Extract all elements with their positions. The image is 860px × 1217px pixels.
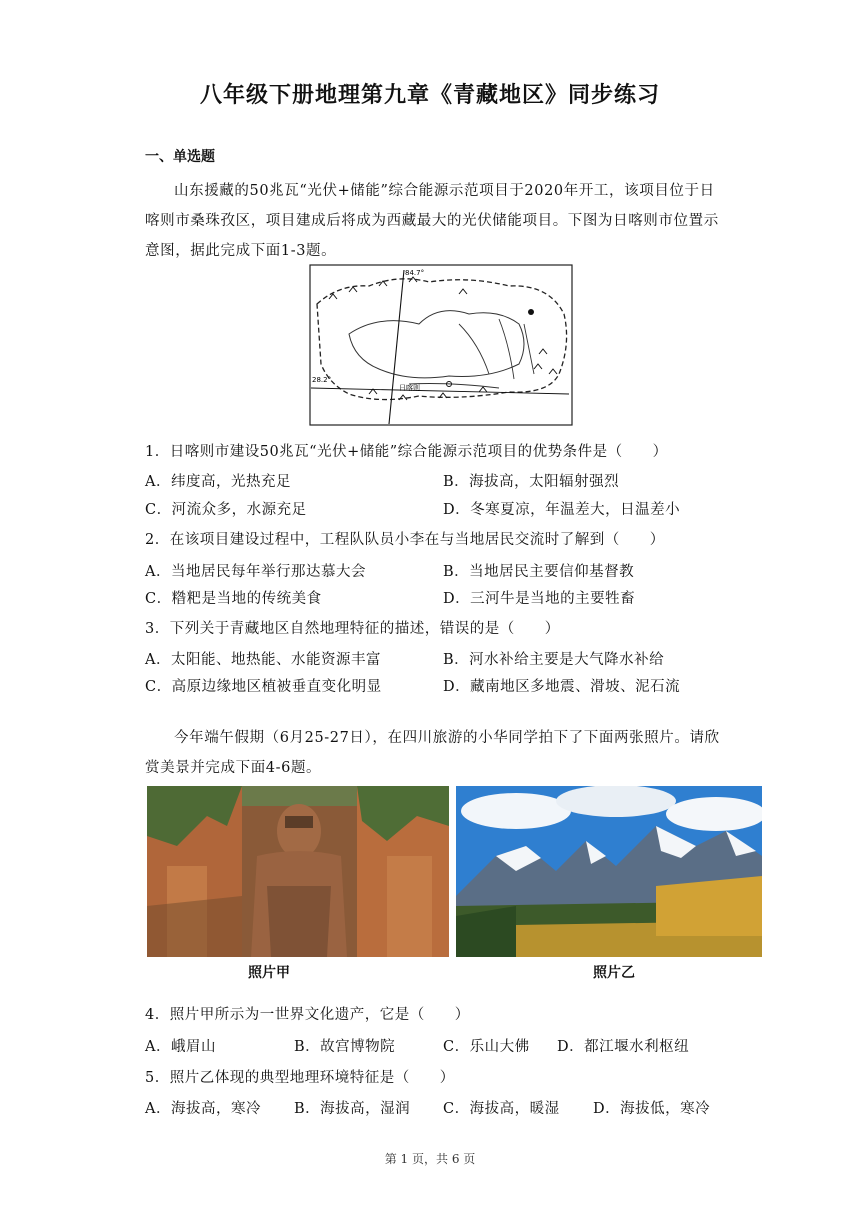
photo-b-caption: 照片乙 [593, 965, 635, 981]
location-map [309, 264, 573, 426]
question-1: 1．日喀则市建设50兆瓦“光伏+储能”综合能源示范项目的优势条件是（ ） [145, 444, 668, 460]
intro-paragraph-2: 今年端午假期（6月25-27日），在四川旅游的小华同学拍下了下面两张照片。请欣赏美景并完成下面4-6题。 [145, 730, 720, 776]
page-title: 八年级下册地理第九章《青藏地区》同步练习 [199, 83, 660, 108]
q3-option-d: D．藏南地区多地震、滑坡、泥石流 [443, 679, 681, 695]
photo-b [456, 786, 762, 957]
question-4: 4．照片甲所示为一世界文化遗产，它是（ ） [145, 1007, 470, 1023]
latitude-label: 28.2° [312, 376, 332, 384]
q5-option-a: A．海拔高，寒冷 [145, 1101, 261, 1117]
q5-option-b: B．海拔高，湿润 [294, 1101, 411, 1117]
page-footer: 第 1 页，共 6 页 [384, 1152, 476, 1166]
q2-option-b: B．当地居民主要信仰基督教 [443, 564, 635, 580]
q2-option-c: C．糌粑是当地的传统美食 [145, 591, 322, 607]
q1-option-c: C．河流众多，水源充足 [145, 502, 307, 518]
q4-option-d: D．都江堰水利枢纽 [557, 1039, 690, 1055]
city-label: 日喀则 [399, 384, 420, 392]
question-2: 2．在该项目建设过程中，工程队队员小李在与当地居民交流时了解到（ ） [145, 532, 665, 548]
photo-b-image [456, 786, 762, 957]
map-frame [310, 265, 572, 425]
photo-a [147, 786, 449, 957]
q3-option-c: C．高原边缘地区植被垂直变化明显 [145, 679, 382, 695]
intro-paragraph-1: 山东援藏的50兆瓦“光伏+储能”综合能源示范项目于2020年开工，该项目位于日喀则市桑珠孜区，项目建成后将成为西藏最大的光伏储能项目。下图为日喀则市位置示意图，据此完成下面1-3题。 [145, 183, 719, 259]
q4-option-c: C．乐山大佛 [443, 1039, 530, 1055]
photo-a-caption: 照片甲 [248, 965, 290, 981]
question-3: 3．下列关于青藏地区自然地理特征的描述，错误的是（ ） [145, 621, 560, 637]
longitude-label: 84.7° [405, 269, 425, 277]
q3-option-b: B．河水补给主要是大气降水补给 [443, 652, 665, 668]
q2-option-a: A．当地居民每年举行那达慕大会 [145, 564, 366, 580]
q1-option-a: A．纬度高，光热充足 [145, 474, 291, 490]
q2-option-d: D．三河牛是当地的主要牲畜 [443, 591, 636, 607]
q4-option-a: A．峨眉山 [145, 1039, 216, 1055]
q1-option-b: B．海拔高，太阳辐射强烈 [443, 474, 620, 490]
map-figure [309, 264, 573, 426]
photo-a-image [147, 786, 449, 957]
q3-option-a: A．太阳能、地热能、水能资源丰富 [145, 652, 381, 668]
q1-option-d: D．冬寒夏凉，年温差大，日温差小 [443, 502, 681, 518]
section-heading: 一、单选题 [145, 149, 215, 165]
q5-option-c: C．海拔高，暖湿 [443, 1101, 560, 1117]
question-5: 5．照片乙体现的典型地理环境特征是（ ） [145, 1070, 455, 1086]
capital-marker [528, 309, 534, 315]
q4-option-b: B．故宫博物院 [294, 1039, 396, 1055]
q5-option-d: D．海拔低，寒冷 [593, 1101, 711, 1117]
